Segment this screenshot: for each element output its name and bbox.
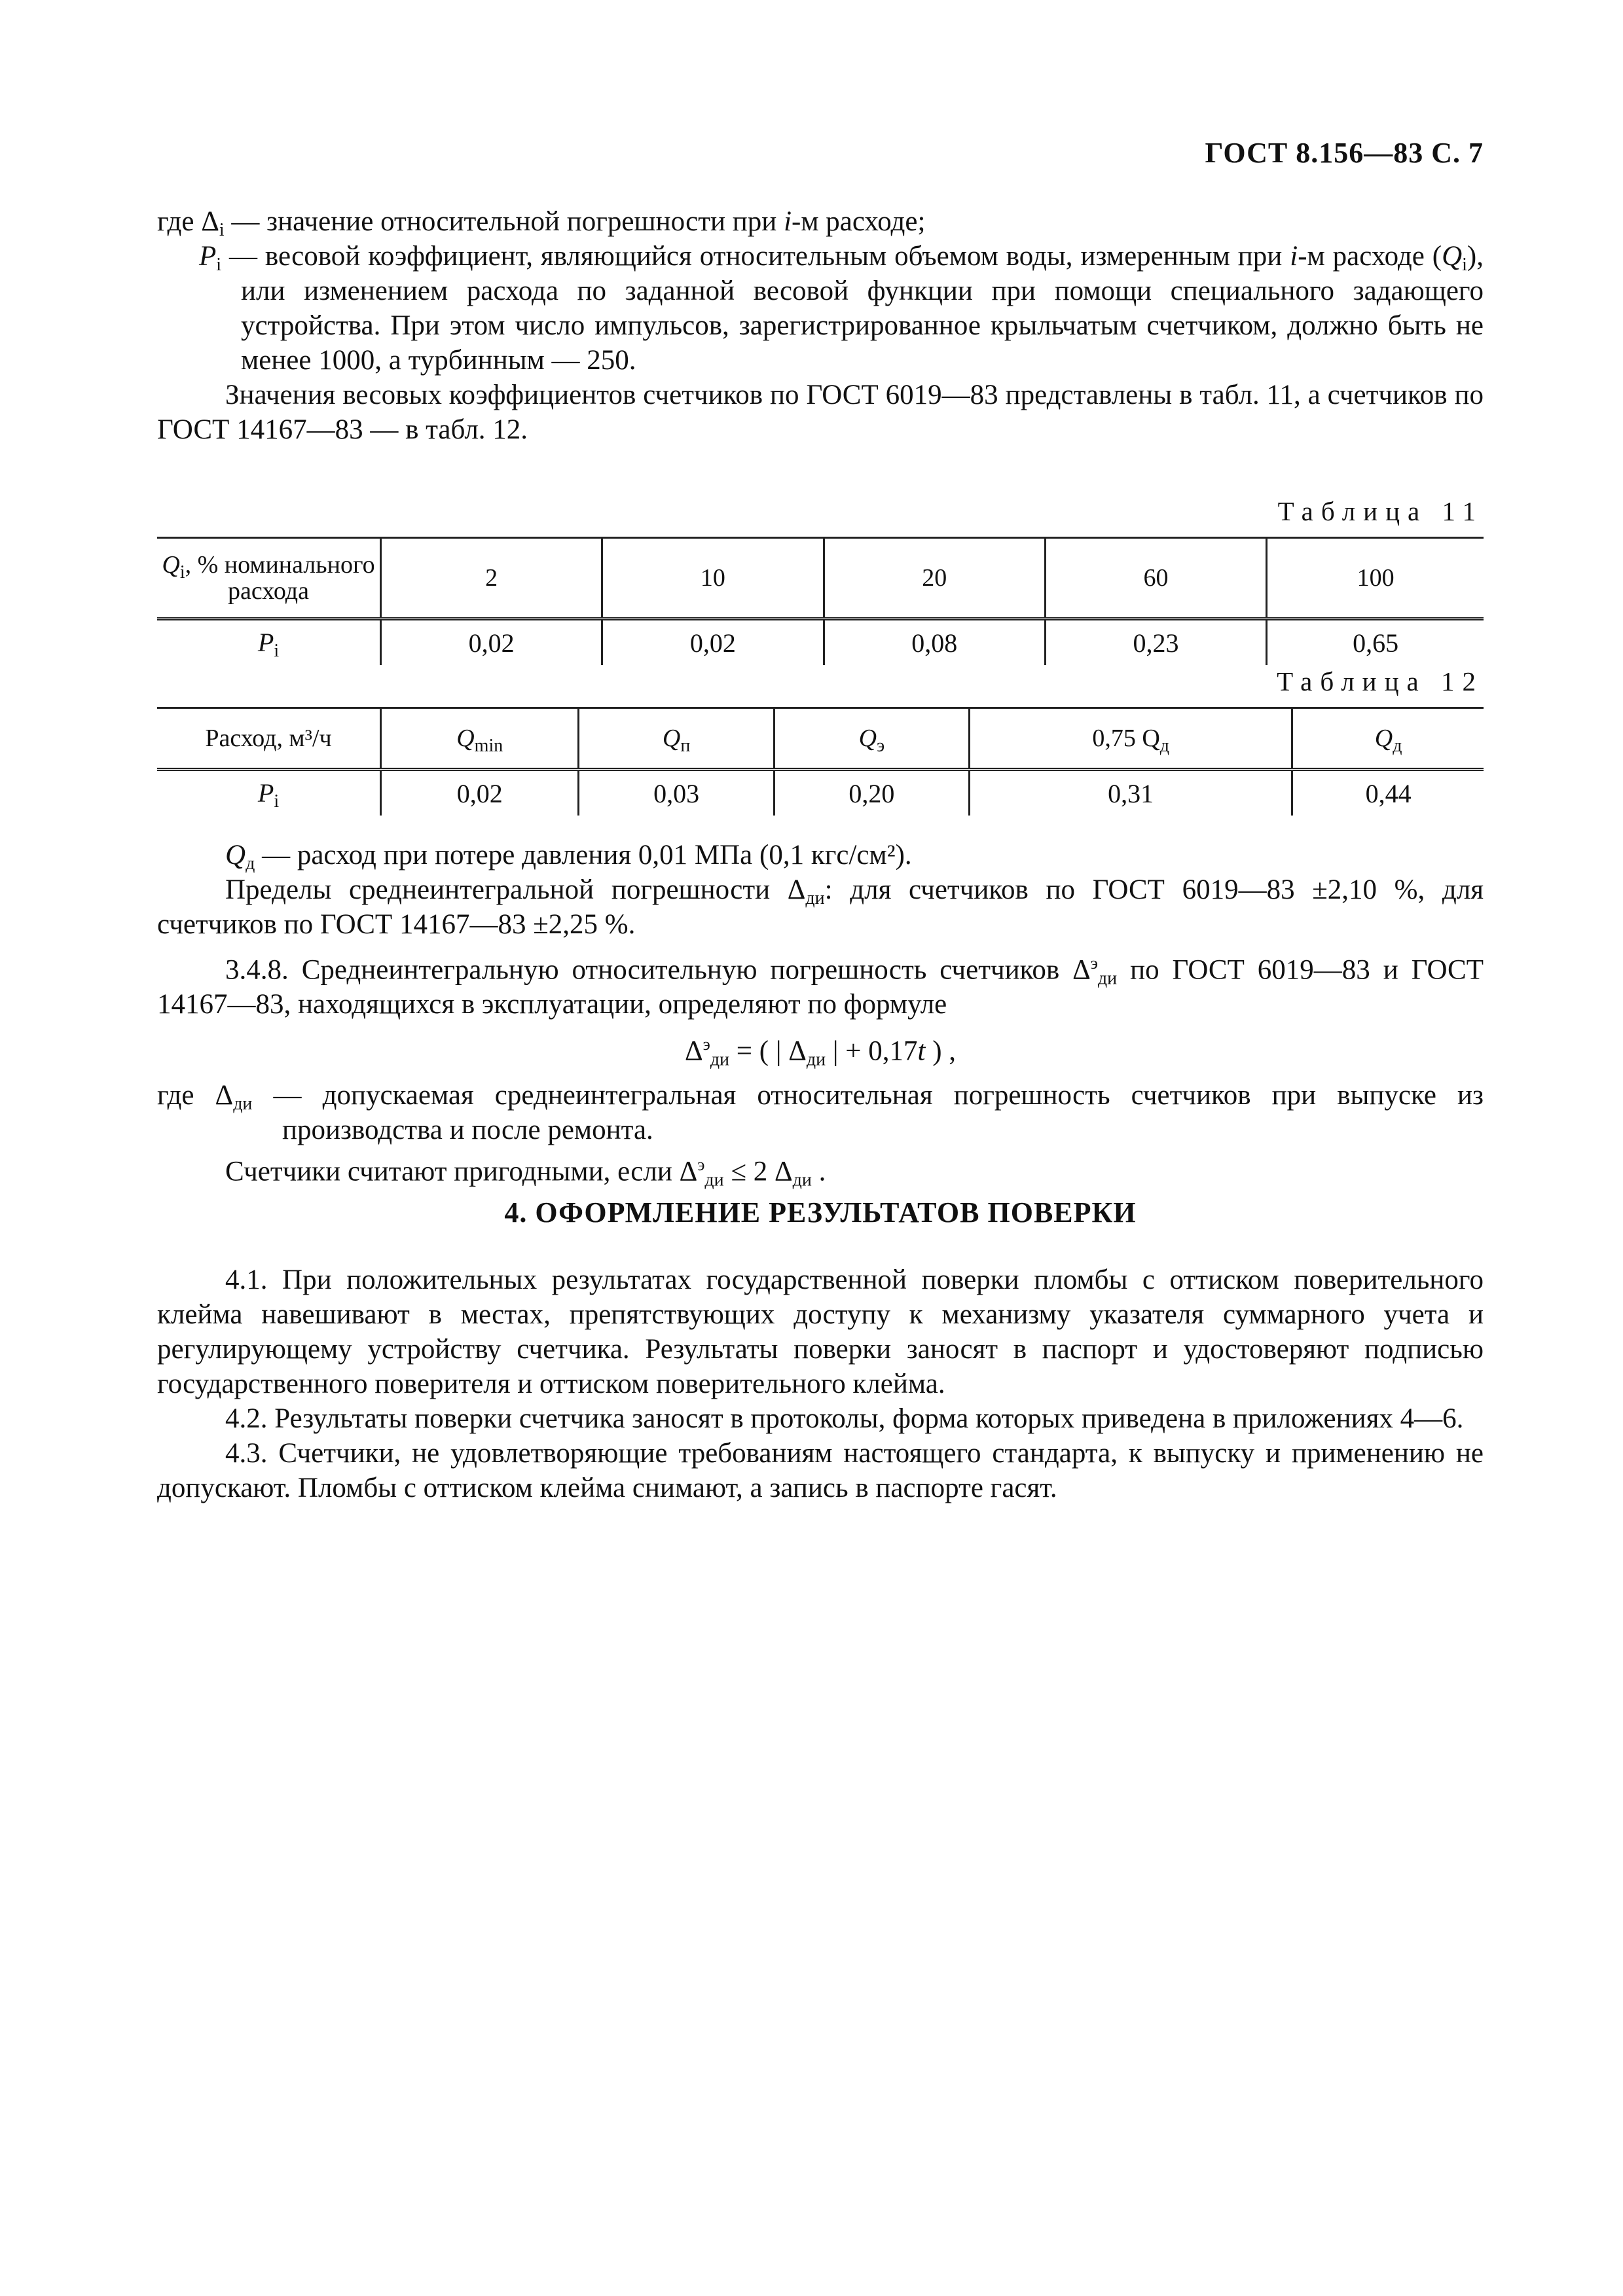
definition-qd: $Q_д$ — расход при потере давления 0,01 МПа (0,1 кгс/см²). xyxy=(225,840,912,874)
table-header-cell: $Q_i$, % номинального расхода xyxy=(157,538,381,619)
paragraph-4-3: 4.3. Счетчики, не удовлетворяющие требованиям настоящего стандарта, к выпуску и применению не допускают. Пломбы с оттиском клейма снимают, а запись в паспорте гасят. xyxy=(157,1438,1484,1503)
table-header-cell: 0,75 $Q_д$ xyxy=(970,708,1292,770)
table-cell: 0,02 xyxy=(381,619,602,666)
text-block-middle xyxy=(157,838,1484,1189)
table-row xyxy=(157,770,1484,816)
table-cell: 0,02 xyxy=(381,770,579,816)
definition-delta: где $\Delta_i$ — значение относительной погрешности при i-м расходе; xyxy=(157,206,926,240)
table-header-cell: $Q_э$ xyxy=(774,708,969,770)
table-cell: 0,31 xyxy=(970,770,1292,816)
definition-delta-di: где $\Delta_{ди}$ — допускаемая среднеинтегральная относительная погрешность счетчиков при выпуске из производства и после ремонта. xyxy=(157,1079,1484,1145)
paragraph-limits: Пределы среднеинтегральной погрешности $\Delta_{ди}$: для счетчиков по ГОСТ 6019—83 ±2,10 %, для счетчиков по ГОСТ 14167—83 ±2,25 %. xyxy=(157,874,1484,940)
table-header-cell: 60 xyxy=(1045,538,1266,619)
paragraph-4-1: 4.1. При положительных результатах государственной поверки пломбы с оттиском поверительного клейма навешивают в местах, препятствующих доступу к механизму указателя суммарного учета и регулирующему устройству счетчика. Результаты поверки заносят в паспорт и удостоверяют подписью государственного поверителя и оттиском поверительного клейма. xyxy=(157,1265,1484,1399)
paragraph-weights: Значения весовых коэффициентов счетчиков по ГОСТ 6019—83 представлены в табл. 11, а счетчиков по ГОСТ 14167—83 — в табл. 12. xyxy=(157,380,1484,445)
table-cell: 0,44 xyxy=(1292,770,1484,816)
paragraph-3-4-8: 3.4.8. Среднеинтегральную относительную погрешность счетчиков $\Delta^э_{ди}$ по ГОСТ 6019—83 и ГОСТ 14167—83, находящихся в эксплуатации, определяют по формуле xyxy=(157,954,1484,1020)
table-header-cell: 2 xyxy=(381,538,602,619)
table-12 xyxy=(157,707,1484,816)
definition-p: $P_i$ — весовой коэффициент, являющийся относительным объемом воды, измеренным при i-м расходе $(Q_i)$, или изменением расхода по заданной весовой функции при помощи специального задающего устройства. При этом число импульсов, зарегистрированное крыльчатым счетчиком, должно быть не менее 1000, а турбинным — 250. xyxy=(199,241,1484,376)
table-header-cell: 20 xyxy=(824,538,1045,619)
table-11-block xyxy=(157,494,1484,665)
table-header-cell: $Q_д$ xyxy=(1292,708,1484,770)
table-header-cell: Расход, м³/ч xyxy=(157,708,381,770)
table-cell: 0,23 xyxy=(1045,619,1266,666)
table-header-cell: $Q_{min}$ xyxy=(381,708,579,770)
table-11-caption: Таблица 11 xyxy=(1277,496,1484,526)
table-12-caption: Таблица 12 xyxy=(1277,666,1484,696)
section-4 xyxy=(157,1195,1484,1505)
table-header-cell: $Q_п$ xyxy=(579,708,774,770)
table-cell: 0,02 xyxy=(602,619,824,666)
table-12-block xyxy=(157,664,1484,816)
table-11 xyxy=(157,537,1484,665)
table-header-cell: 100 xyxy=(1267,538,1484,619)
table-row xyxy=(157,619,1484,666)
table-row xyxy=(157,538,1484,619)
table-row-label: $P_i$ xyxy=(157,770,381,816)
text-block-top xyxy=(157,204,1484,447)
table-row xyxy=(157,708,1484,770)
formula: $\Delta^э_{ди}$ = ( | $\Delta_{ди}$ | + 0,17t ) , xyxy=(684,1035,957,1070)
paragraph-suitability: Счетчики считают пригодными, если $\Delta^э_{ди} \le 2$ $\Delta_{ди}$ . xyxy=(225,1155,826,1190)
table-cell: 0,65 xyxy=(1267,619,1484,666)
page-header: ГОСТ 8.156—83 С. 7 xyxy=(1205,137,1484,169)
table-cell: 0,03 xyxy=(579,770,774,816)
paragraph-4-2: 4.2. Результаты поверки счетчика заносят в протоколы, форма которых приведена в приложениях 4—6. xyxy=(225,1403,1464,1434)
table-cell: 0,08 xyxy=(824,619,1045,666)
table-row-label: $P_i$ xyxy=(157,619,381,666)
table-cell: 0,20 xyxy=(774,770,969,816)
table-header-cell: 10 xyxy=(602,538,824,619)
section-title: 4. ОФОРМЛЕНИЕ РЕЗУЛЬТАТОВ ПОВЕРКИ xyxy=(504,1196,1137,1229)
